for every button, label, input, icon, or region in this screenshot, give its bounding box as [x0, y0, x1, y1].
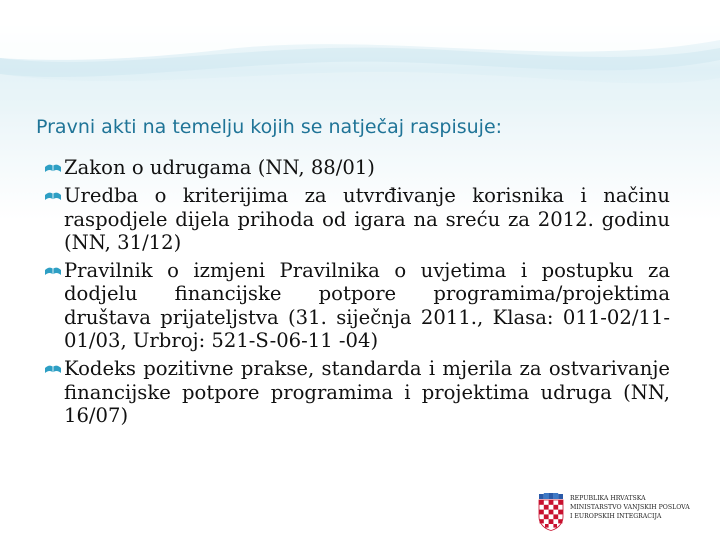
list-item-text: Zakon o udrugama (NN, 88/01) [64, 156, 375, 179]
ministry-name [570, 494, 720, 521]
book-bullet-icon [44, 358, 62, 378]
slide-heading: Pravni akti na temelju kojih se natječaj raspisuje: [36, 116, 503, 138]
book-bullet-icon [44, 157, 62, 177]
list-item-text: Kodeks pozitivne prakse, standarda i mjerila za ostvarivanje financijske potpore programima i projektima udruga (NN, 16/07) [64, 357, 670, 427]
ministry-line-2: MINISTARSTVO VANJSKIH POSLOVA [570, 504, 690, 511]
legal-acts-list [44, 156, 670, 432]
list-item-text: Uredba o kriterijima za utvrđivanje korisnika i načinu raspodjele dijela prihoda od igara na sreću za 2012. godinu (NN, 31/12) [64, 184, 670, 254]
ministry-line-1: REPUBLIKA HRVATSKA [570, 495, 646, 502]
ministry-line-3: I EUROPSKIH INTEGRACIJA [570, 513, 662, 520]
book-bullet-icon [44, 185, 62, 205]
list-item [44, 156, 670, 179]
list-item-text: Pravilnik o izmjeni Pravilnika o uvjetima i postupku za dodjelu financijske potpore programima/projektima društava prijateljstva (31. siječnja 2011., Klasa: 011-02/11-01/03, Urbroj: 521-S-06-11 -04) [64, 259, 670, 353]
book-bullet-icon [44, 260, 62, 280]
ministry-logo [538, 490, 720, 540]
list-item [44, 259, 670, 352]
croatian-coat-of-arms-icon [538, 493, 564, 531]
list-item [44, 184, 670, 254]
list-item [44, 357, 670, 427]
header-wave-decoration [0, 0, 720, 110]
